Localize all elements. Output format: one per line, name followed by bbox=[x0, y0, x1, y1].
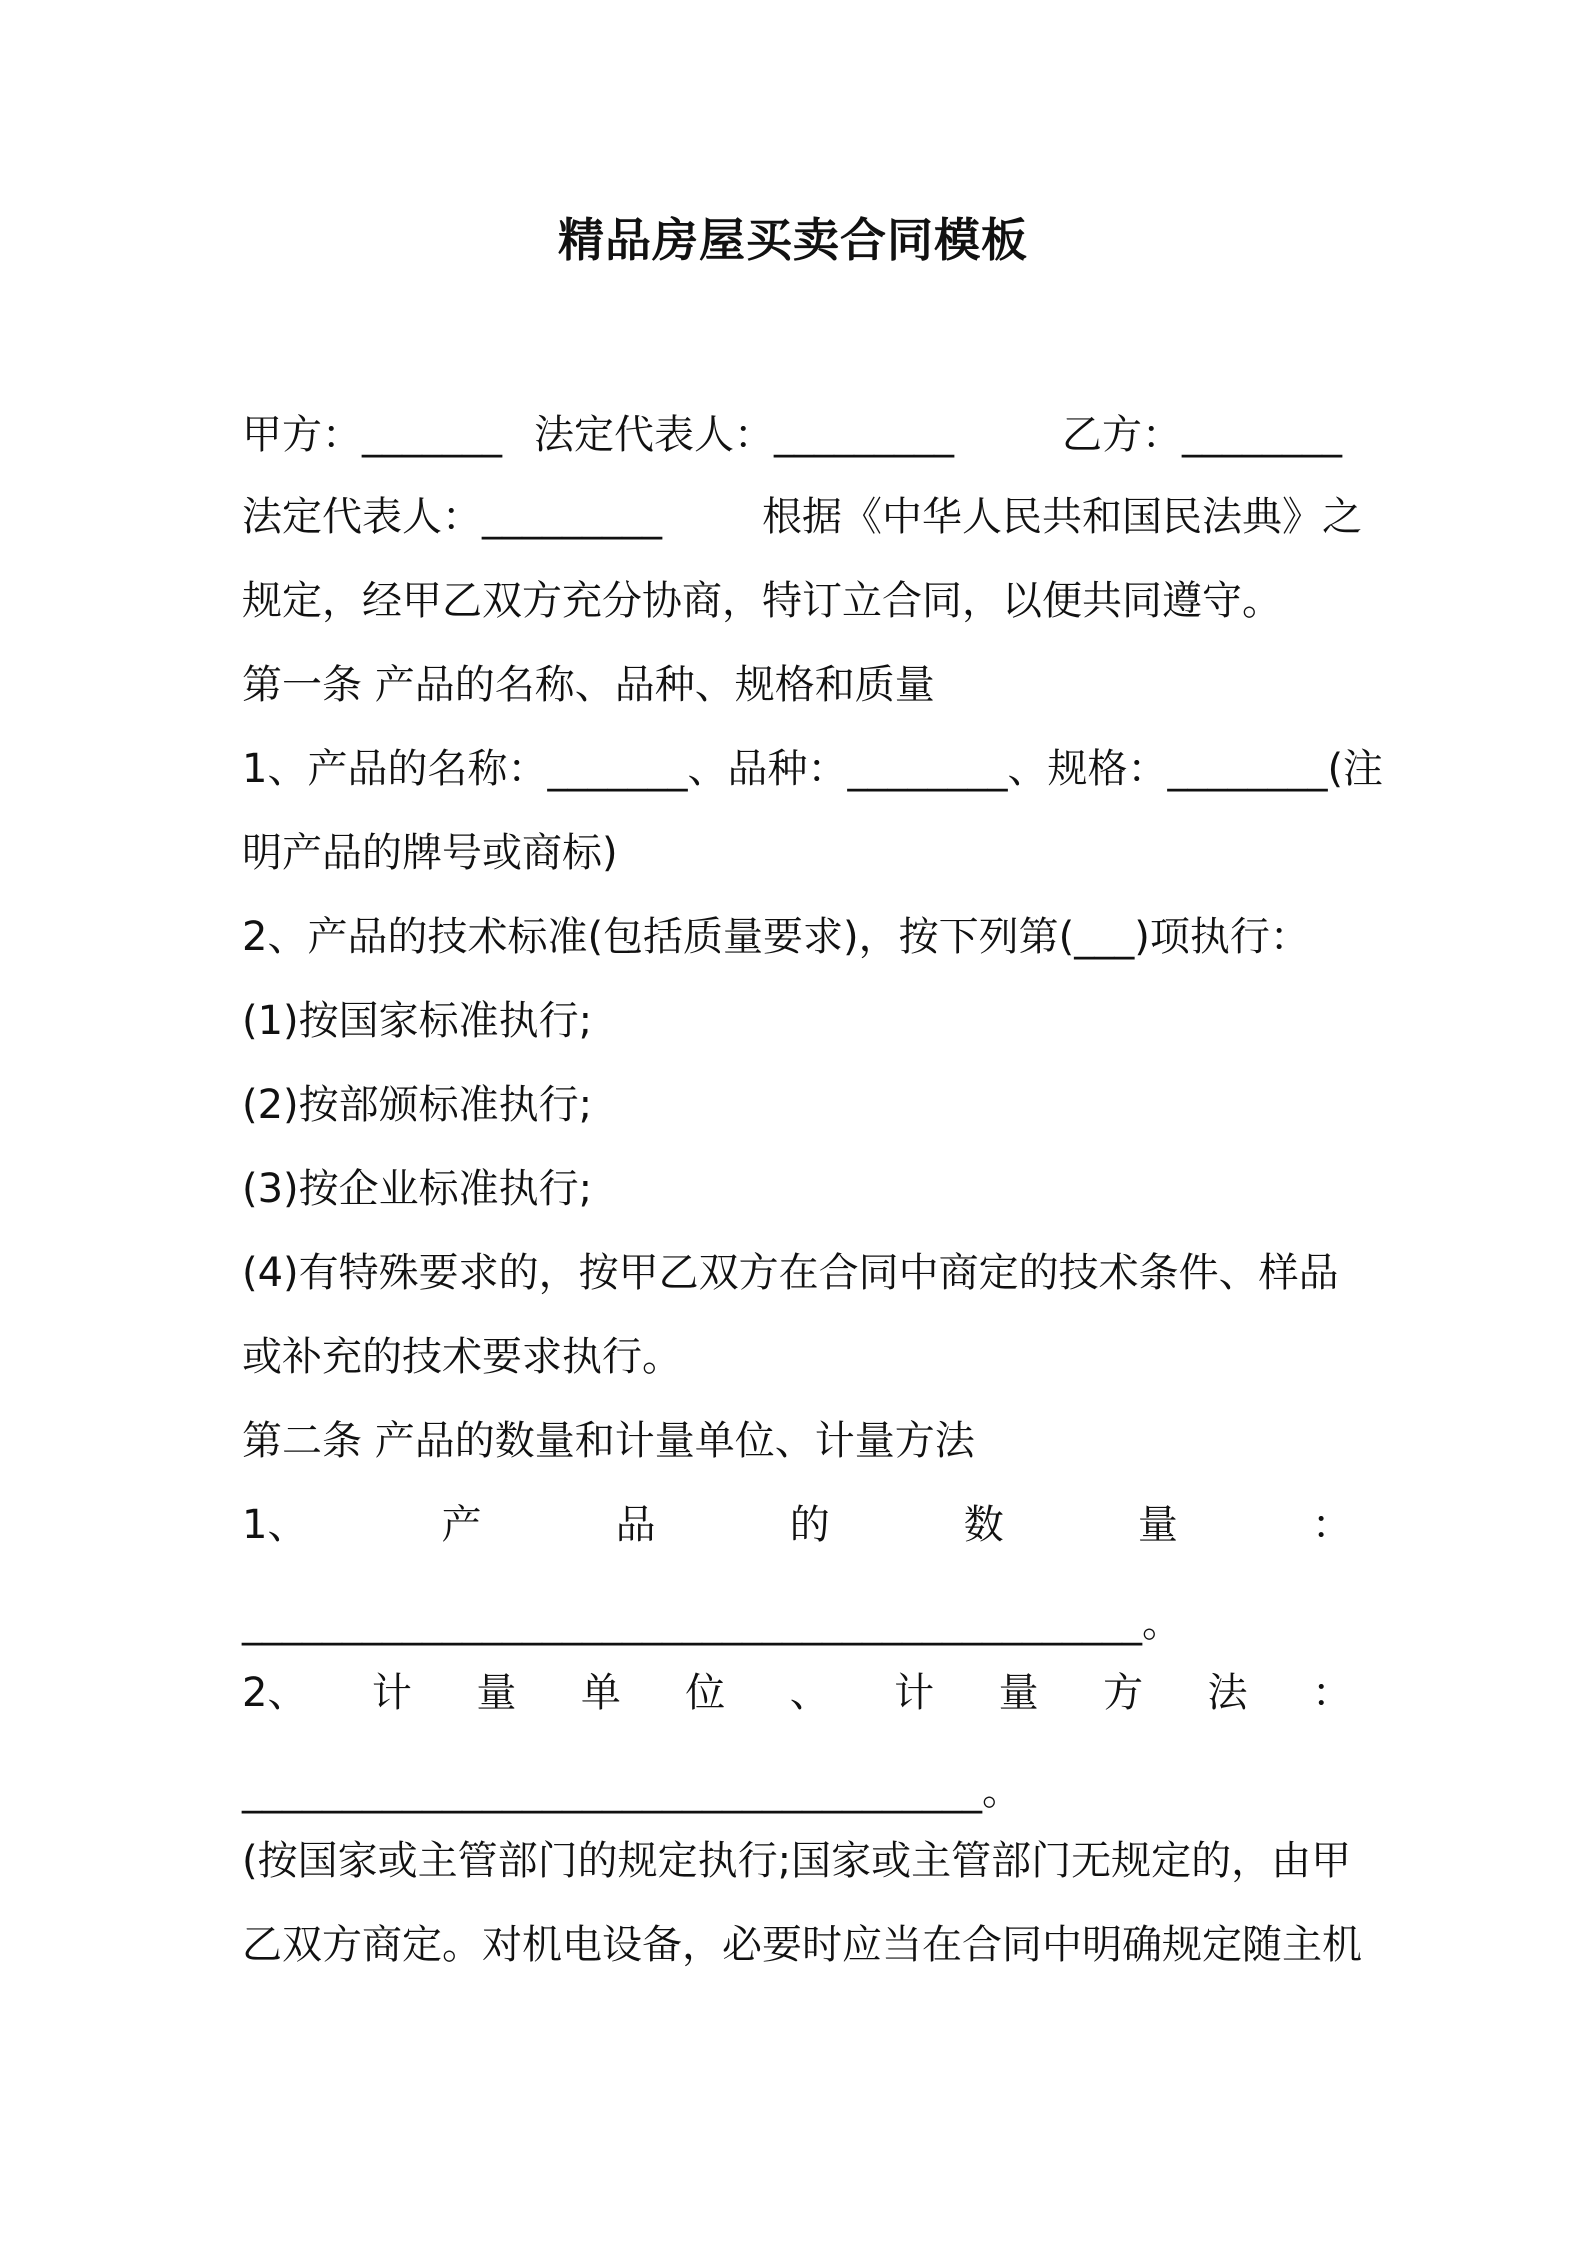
article-2-note-cont: 乙双方商定。对机电设备，必要时应当在合同中明确规定随主机 bbox=[242, 1922, 1362, 1968]
quantity-blank: _____________________________________________。 bbox=[242, 1600, 1182, 1646]
party-b-field: 乙方：________ bbox=[1062, 412, 1342, 458]
document-title: 精品房屋买卖合同模板 bbox=[558, 213, 1028, 267]
item-1-seg: 产 bbox=[441, 1502, 482, 1548]
item-1-seg: 数 bbox=[963, 1502, 1004, 1548]
article-1-item-2: 2、产品的技术标准(包括质量要求)，按下列第(___)项执行： bbox=[242, 914, 1310, 960]
item-2-seg: 计 bbox=[894, 1670, 935, 1716]
parties-line-1 bbox=[242, 408, 1352, 462]
article-1-heading: 第一条 产品的名称、品种、规格和质量 bbox=[242, 662, 935, 708]
standard-option-4-cont: 或补充的技术要求执行。 bbox=[242, 1334, 682, 1380]
party-a-field: 甲方：_______ bbox=[242, 412, 502, 458]
party-b-representative-field: 法定代表人：_________ bbox=[242, 494, 662, 540]
item-1-seg: 品 bbox=[615, 1502, 656, 1548]
item-2-seg: 法 bbox=[1207, 1670, 1248, 1716]
standard-option-4: (4)有特殊要求的，按甲乙双方在合同中商定的技术条件、样品 bbox=[242, 1250, 1339, 1296]
item-1-seg: 量 bbox=[1137, 1502, 1178, 1548]
item-1-seg: ： bbox=[1311, 1502, 1352, 1548]
standard-option-1: (1)按国家标准执行; bbox=[242, 998, 593, 1044]
article-1-item-1-cont: 明产品的牌号或商标) bbox=[242, 830, 618, 876]
item-2-seg: 量 bbox=[476, 1670, 517, 1716]
unit-method-blank: _____________________________________。 bbox=[242, 1768, 1022, 1814]
article-2-heading: 第二条 产品的数量和计量单位、计量方法 bbox=[242, 1418, 975, 1464]
standard-option-2: (2)按部颁标准执行; bbox=[242, 1082, 593, 1128]
article-2-note: (按国家或主管部门的规定执行;国家或主管部门无规定的，由甲 bbox=[242, 1838, 1352, 1884]
item-2-seg: 位 bbox=[685, 1670, 726, 1716]
article-2-item-2 bbox=[242, 1666, 1352, 1720]
preamble-end: 规定，经甲乙双方充分协商，特订立合同，以便共同遵守。 bbox=[242, 578, 1282, 624]
item-2-seg: 2、 bbox=[242, 1670, 308, 1716]
item-2-seg: 单 bbox=[580, 1670, 621, 1716]
article-2-item-1 bbox=[242, 1498, 1352, 1552]
item-1-seg: 1、 bbox=[242, 1502, 308, 1548]
parties-line-2 bbox=[242, 490, 1362, 544]
item-2-seg: 、 bbox=[789, 1670, 830, 1716]
preamble-start: 根据《中华人民共和国民法典》之 bbox=[762, 494, 1362, 540]
item-2-seg: 方 bbox=[1103, 1670, 1144, 1716]
item-2-seg: ： bbox=[1311, 1670, 1352, 1716]
item-1-seg: 的 bbox=[789, 1502, 830, 1548]
item-2-seg: 计 bbox=[371, 1670, 412, 1716]
standard-option-3: (3)按企业标准执行; bbox=[242, 1166, 593, 1212]
article-1-item-1: 1、产品的名称：_______、品种：________、规格：________(注 bbox=[242, 746, 1384, 792]
party-a-representative-field: 法定代表人：_________ bbox=[534, 412, 954, 458]
item-2-seg: 量 bbox=[998, 1670, 1039, 1716]
